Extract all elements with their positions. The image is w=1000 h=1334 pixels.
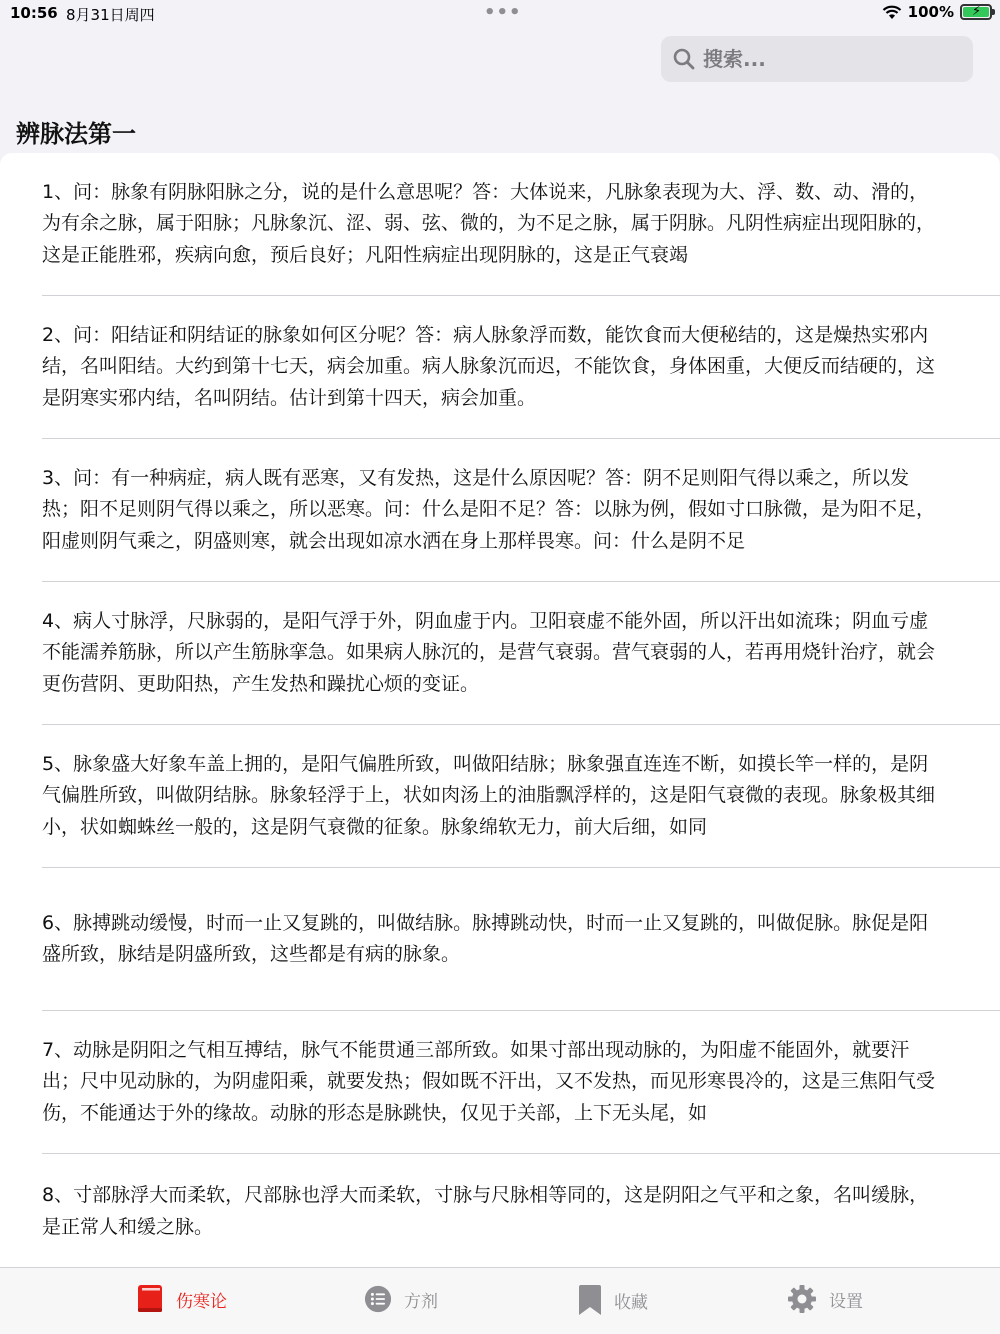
tab-bar	[0, 1267, 1000, 1334]
book-icon	[136, 1284, 164, 1314]
search-input[interactable]	[703, 47, 953, 71]
battery-charging-icon: ⚡	[960, 4, 992, 20]
gear-icon	[787, 1284, 817, 1314]
list-item[interactable]	[42, 582, 1000, 725]
tab-label: 收藏	[614, 1292, 648, 1313]
list-icon	[364, 1284, 392, 1314]
entry-text: 7、动脉是阴阳之气相互搏结，脉气不能贯通三部所致。如果寸部出现动脉的，为阳虚不能固外，就要汗出；尺中见动脉的，为阴虚阳乘，就要发热；假如既不汗出，又不发热，而见形寒畏冷的，这是三焦阳气受伤，不能通达于外的缘故。动脉的形态是脉跳快，仅见于关部，上下无头尾，如	[42, 1038, 936, 1124]
tab-settings[interactable]	[787, 1284, 863, 1314]
tab-fangji[interactable]	[364, 1284, 438, 1314]
list-item[interactable]	[42, 153, 1000, 296]
tab-favorites[interactable]	[578, 1284, 648, 1316]
entry-text: 5、脉象盛大好象车盖上拥的，是阳气偏胜所致，叫做阳结脉；脉象强直连连不断，如摸长竿一样的，是阴气偏胜所致，叫做阴结脉。脉象轻浮于上，状如肉汤上的油脂飘浮样的，这是阳气衰微的表现。脉象极其细小，状如蜘蛛丝一般的，这是阴气衰微的征象。脉象绵软无力，前大后细，如同	[42, 752, 936, 838]
tab-label: 伤寒论	[176, 1291, 227, 1312]
status-date: 8月31日周四	[66, 6, 155, 24]
tab-label: 方剂	[404, 1291, 438, 1312]
status-time: 10:56	[10, 4, 58, 22]
page-title: 辨脉法第一	[16, 120, 136, 148]
tab-label: 设置	[829, 1291, 863, 1312]
list-item[interactable]	[42, 1011, 1000, 1154]
search-icon	[673, 48, 695, 70]
list-item[interactable]	[42, 725, 1000, 868]
status-indicators	[882, 3, 992, 21]
entry-list[interactable]	[0, 153, 1000, 1267]
list-item[interactable]	[42, 296, 1000, 439]
list-item[interactable]	[42, 1154, 1000, 1267]
entry-text: 4、病人寸脉浮，尺脉弱的，是阳气浮于外，阴血虚于内。卫阳衰虚不能外固，所以汗出如流珠；阴血亏虚不能濡养筋脉，所以产生筋脉挛急。如果病人脉沉的，是营气衰弱。营气衰弱的人，若再用烧针治疗，就会更伤营阴、更助阳热，产生发热和躁扰心烦的变证。	[42, 609, 936, 695]
entry-text: 2、问：阳结证和阴结证的脉象如何区分呢？答：病人脉象浮而数，能饮食而大便秘结的，这是燥热实邪内结，名叫阳结。大约到第十七天，病会加重。病人脉象沉而迟，不能饮食，身体困重，大便反而结硬的，这是阴寒实邪内结，名叫阴结。估计到第十四天，病会加重。	[42, 323, 936, 409]
entry-text: 6、脉搏跳动缓慢，时而一止又复跳的，叫做结脉。脉搏跳动快，时而一止又复跳的，叫做促脉。脉促是阳盛所致，脉结是阴盛所致，这些都是有病的脉象。	[42, 911, 929, 965]
entry-text: 8、寸部脉浮大而柔软，尺部脉也浮大而柔软，寸脉与尺脉相等同的，这是阴阳之气平和之象，名叫缓脉，是正常人和缓之脉。	[42, 1184, 929, 1238]
entry-text: 1、问：脉象有阴脉阳脉之分，说的是什么意思呢？答：大体说来，凡脉象表现为大、浮、数、动、滑的，为有余之脉，属于阳脉；凡脉象沉、涩、弱、弦、微的，为不足之脉，属于阴脉。凡阴性病症出现阳脉的，这是正能胜邪，疾病向愈，预后良好；凡阳性病症出现阴脉的，这是正气衰竭	[42, 180, 936, 266]
search-bar[interactable]	[661, 36, 973, 82]
bookmark-icon	[578, 1284, 602, 1316]
list-item[interactable]	[42, 868, 1000, 1011]
wifi-icon	[882, 5, 902, 20]
entry-text: 3、问：有一种病症，病人既有恶寒，又有发热，这是什么原因呢？答：阴不足则阳气得以乘之，所以发热；阳不足则阴气得以乘之，所以恶寒。问：什么是阳不足？答：以脉为例，假如寸口脉微，是为阳不足，阳虚则阴气乘之，阴盛则寒，就会出现如凉水洒在身上那样畏寒。问：什么是阴不足	[42, 466, 936, 552]
multitasking-dots-icon[interactable]: •••	[484, 2, 522, 23]
status-bar	[0, 0, 1000, 28]
list-item[interactable]	[42, 439, 1000, 582]
battery-percent: 100%	[907, 3, 954, 21]
tab-shanghanlun[interactable]	[136, 1284, 227, 1314]
